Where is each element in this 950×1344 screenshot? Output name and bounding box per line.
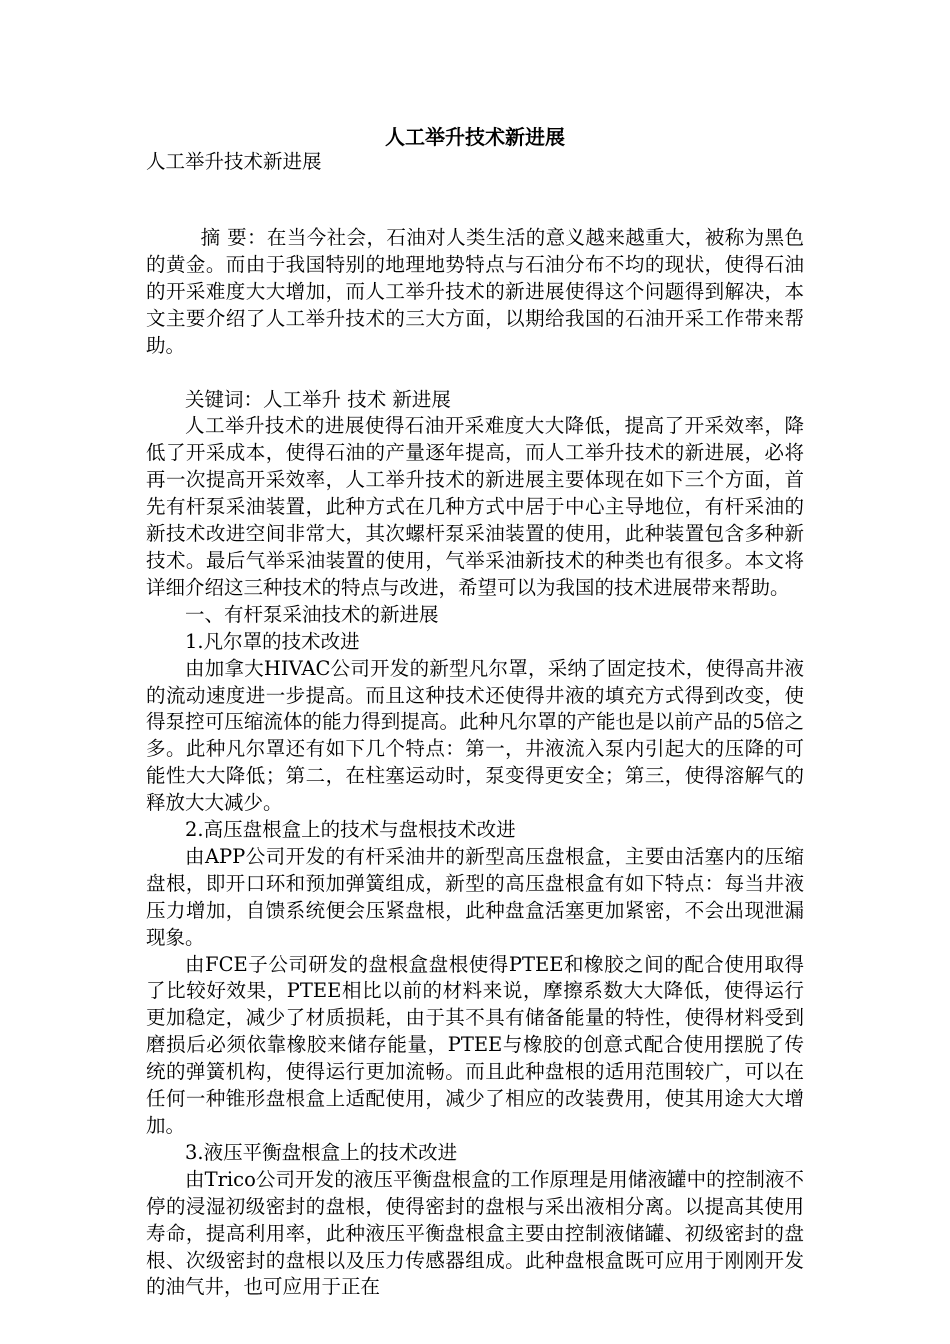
subsection-heading: 2.高压盘根盒上的技术与盘根技术改进 bbox=[185, 818, 516, 842]
body-paragraph: 由Trico公司开发的液压平衡盘根盒的工作原理是用储液罐中的控制液不停的浸湿初级密封的盘根，使得密封的盘根与采出液相分离。以提高其使用寿命，提高利用率，此种液压平衡盘根盒主要由控制液储罐、初级密封的盘根、次级密封的盘根以及压力传感器组成。此种盘根盒既可应用于刚刚开发的油气井，也可应用于正在 bbox=[146, 1167, 804, 1299]
body-paragraph: 由FCE子公司研发的盘根盒盘根使得PTEE和橡胶之间的配合使用取得了比较好效果，PTEE相比以前的材料来说，摩擦系数大大降低，使得运行更加稳定，减少了材质损耗，由于其不具有储备能量的特性，使得材料受到磨损后必须依靠橡胶来储存能量，PTEE与橡胶的创意式配合使用摆脱了传统的弹簧机构，使得运行更加流畅。而且此种盘根的适用范围较广，可以在任何一种锥形盘根盒上适配使用，减少了相应的改装费用，使其用途大大增加。 bbox=[146, 952, 804, 1137]
section-heading: 一、有杆泵采油技术的新进展 bbox=[185, 602, 439, 626]
subsection-heading: 1.凡尔罩的技术改进 bbox=[185, 629, 360, 653]
abstract-paragraph: 摘 要：在当今社会，石油对人类生活的意义越来越重大，被称为黑色的黄金。而由于我国特别的地理地势特点与石油分布不均的现状，使得石油的开采难度大大增加，而人工举升技术的新进展使得这个问题得到解决，本文主要介绍了人工举升技术的三大方面，以期给我国的石油开采工作带来帮助。 bbox=[146, 226, 804, 357]
keywords-line: 关键词：人工举升 技术 新进展 bbox=[185, 387, 451, 411]
body-paragraph: 由加拿大HIVAC公司开发的新型凡尔罩，采纳了固定技术，使得高井液的流动速度进一步提高。而且这种技术还使得井液的填充方式得到改变，使得泵控可压缩流体的能力得到提高。此种凡尔罩的产能也是以前产品的5倍之多。此种凡尔罩还有如下几个特点：第一，井液流入泵内引起大的压降的可能性大大降低；第二，在柱塞运动时，泵变得更安全；第三，使得溶解气的释放大大减少。 bbox=[146, 656, 804, 815]
spacer bbox=[146, 360, 804, 387]
subsection-heading: 3.液压平衡盘根盒上的技术改进 bbox=[185, 1140, 458, 1164]
document-title: 人工举升技术新进展 bbox=[385, 125, 565, 149]
document-subtitle: 人工举升技术新进展 bbox=[146, 150, 322, 173]
intro-paragraph: 人工举升技术的进展使得石油开采难度大大降低，提高了开采效率，降低了开采成本，使得石油的产量逐年提高，而人工举升技术的新进展，必将再一次提高开采效率，人工举升技术的新进展主要体现在如下三个方面，首先有杆泵采油装置，此种方式在几种方式中居于中心主导地位，有杆采油的新技术改进空间非常大，其次螺杆泵采油装置的使用，此种装置包含多种新技术。最后气举采油装置的使用，气举采油新技术的种类也有很多。本文将详细介绍这三种技术的特点与改进，希望可以为我国的技术进展带来帮助。 bbox=[146, 414, 804, 599]
spacer bbox=[146, 198, 804, 225]
document-body bbox=[146, 198, 804, 1301]
body-paragraph: 由APP公司开发的有杆采油井的新型高压盘根盒，主要由活塞内的压缩盘根，即开口环和预加弹簧组成，新型的高压盘根盒有如下特点：每当井液压力增加，自馈系统便会压紧盘根，此种盘盒活塞更加紧密，不会出现泄漏现象。 bbox=[146, 844, 804, 949]
